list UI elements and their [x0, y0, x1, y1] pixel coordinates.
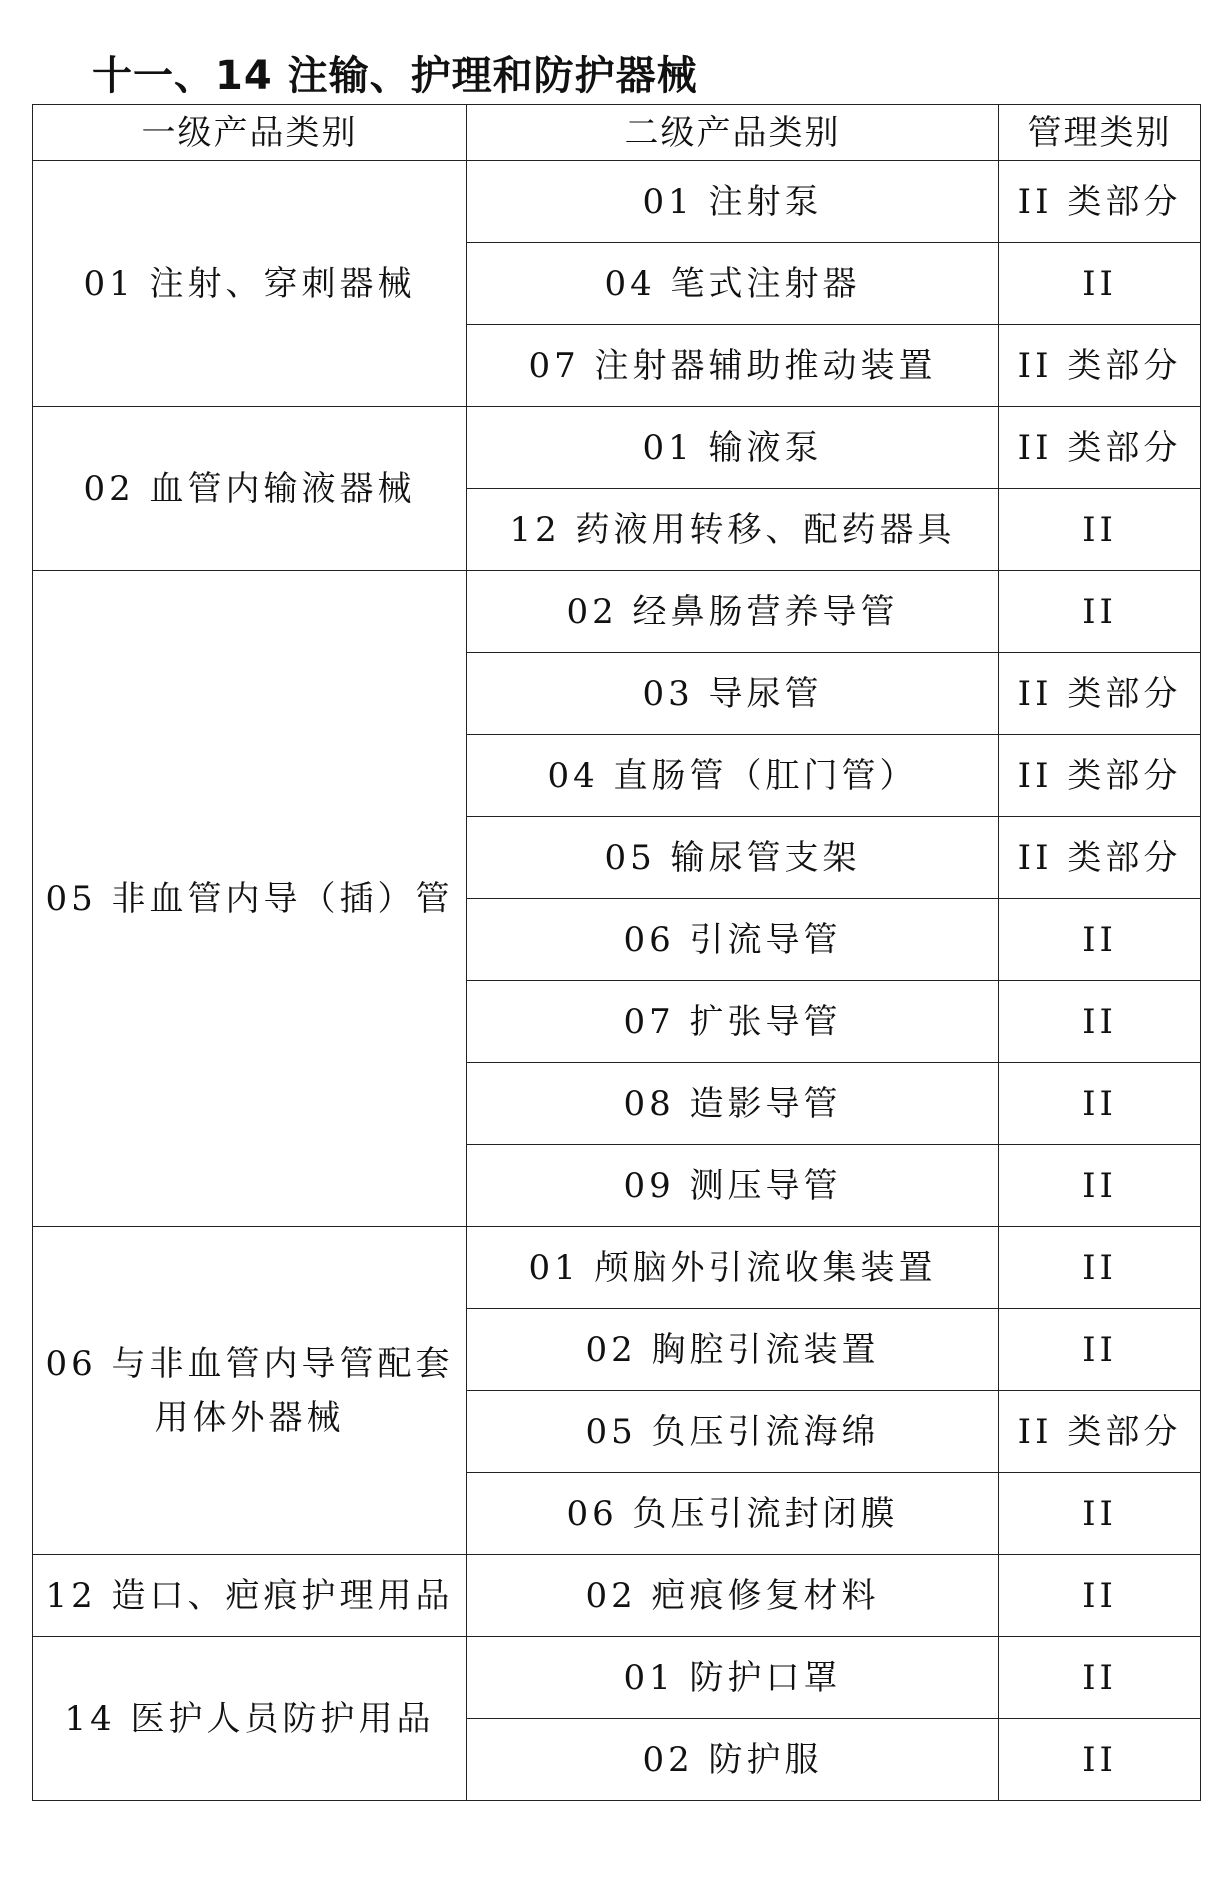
level2-category-cell: 02 经鼻肠营养导管: [467, 571, 999, 653]
management-class-cell: II: [999, 1227, 1201, 1309]
header-management-class: 管理类别: [999, 105, 1201, 161]
level2-category-cell: 09 测压导管: [467, 1145, 999, 1227]
level1-category-cell: 12 造口、疤痕护理用品: [33, 1555, 467, 1637]
management-class-cell: II: [999, 489, 1201, 571]
level2-category-cell: 02 胸腔引流装置: [467, 1309, 999, 1391]
level2-category-cell: 01 注射泵: [467, 161, 999, 243]
management-class-cell: II: [999, 981, 1201, 1063]
header-level2-category: 二级产品类别: [467, 105, 999, 161]
management-class-cell: II 类部分: [999, 407, 1201, 489]
management-class-cell: II 类部分: [999, 325, 1201, 407]
level1-category-cell: 05 非血管内导（插）管: [33, 571, 467, 1227]
level1-category-cell: 01 注射、穿刺器械: [33, 161, 467, 407]
level2-category-cell: 02 防护服: [467, 1719, 999, 1801]
level2-category-cell: 03 导尿管: [467, 653, 999, 735]
management-class-cell: II 类部分: [999, 735, 1201, 817]
level2-category-cell: 06 引流导管: [467, 899, 999, 981]
level2-category-cell: 01 防护口罩: [467, 1637, 999, 1719]
management-class-cell: II: [999, 1719, 1201, 1801]
management-class-cell: II: [999, 1555, 1201, 1637]
header-level1-category: 一级产品类别: [33, 105, 467, 161]
level2-category-cell: 07 注射器辅助推动装置: [467, 325, 999, 407]
page-title: 十一、14 注输、护理和防护器械: [92, 53, 698, 99]
management-class-cell: II 类部分: [999, 161, 1201, 243]
level2-category-cell: 05 负压引流海绵: [467, 1391, 999, 1473]
level2-category-cell: 06 负压引流封闭膜: [467, 1473, 999, 1555]
level1-category-cell: 14 医护人员防护用品: [33, 1637, 467, 1801]
table-header-row: [33, 105, 1201, 161]
management-class-cell: II 类部分: [999, 653, 1201, 735]
level2-category-cell: 05 输尿管支架: [467, 817, 999, 899]
level2-category-cell: 01 颅脑外引流收集装置: [467, 1227, 999, 1309]
management-class-cell: II 类部分: [999, 1391, 1201, 1473]
management-class-cell: II: [999, 1309, 1201, 1391]
level1-category-cell: 06 与非血管内导管配套用体外器械: [33, 1227, 467, 1555]
level2-category-cell: 01 输液泵: [467, 407, 999, 489]
level2-category-cell: 07 扩张导管: [467, 981, 999, 1063]
table-row: [33, 571, 1201, 653]
level2-category-cell: 02 疤痕修复材料: [467, 1555, 999, 1637]
management-class-cell: II: [999, 243, 1201, 325]
management-class-cell: II: [999, 899, 1201, 981]
table-row: [33, 407, 1201, 489]
table-row: [33, 1555, 1201, 1637]
management-class-cell: II: [999, 1145, 1201, 1227]
management-class-cell: II 类部分: [999, 817, 1201, 899]
level2-category-cell: 04 直肠管（肛门管）: [467, 735, 999, 817]
management-class-cell: II: [999, 1473, 1201, 1555]
device-catalog-table: [32, 104, 1201, 1801]
level2-category-cell: 04 笔式注射器: [467, 243, 999, 325]
table-row: [33, 161, 1201, 243]
table-row: [33, 1227, 1201, 1309]
management-class-cell: II: [999, 571, 1201, 653]
management-class-cell: II: [999, 1063, 1201, 1145]
level2-category-cell: 08 造影导管: [467, 1063, 999, 1145]
management-class-cell: II: [999, 1637, 1201, 1719]
table-row: [33, 1637, 1201, 1719]
level2-category-cell: 12 药液用转移、配药器具: [467, 489, 999, 571]
level1-category-cell: 02 血管内输液器械: [33, 407, 467, 571]
